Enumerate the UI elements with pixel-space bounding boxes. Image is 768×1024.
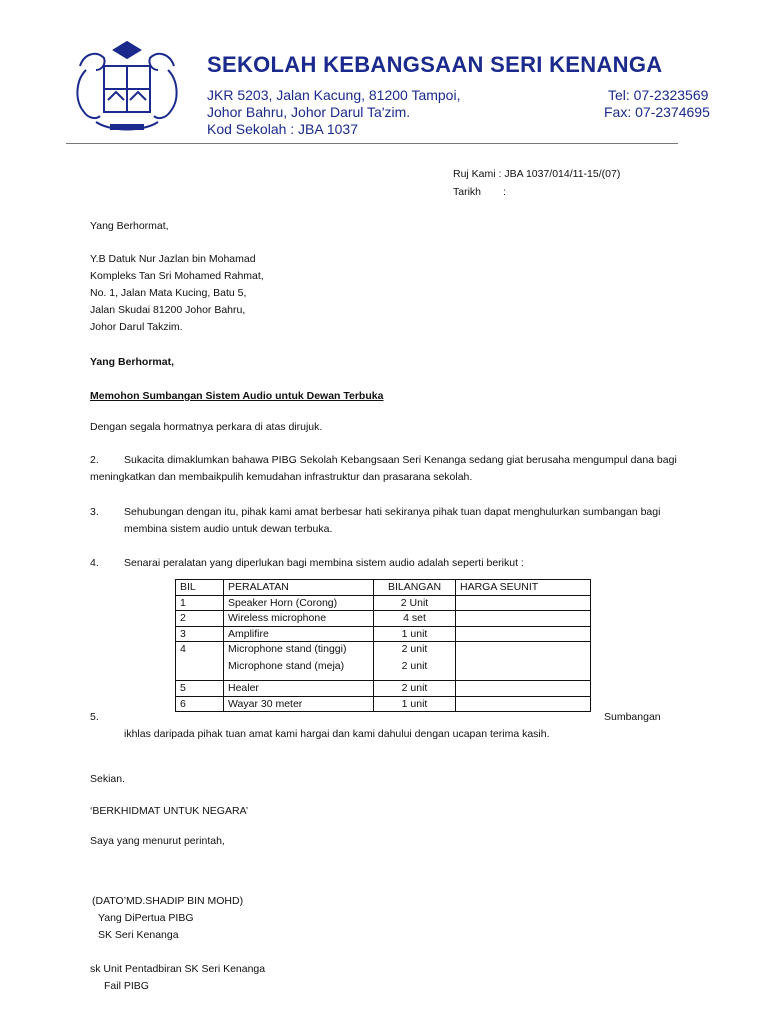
paragraph-number: 4. xyxy=(90,557,99,569)
cell-bil: 5 xyxy=(176,681,224,697)
telephone: Tel: 07-2323569 xyxy=(608,87,709,103)
cell-item-line: Microphone stand (tinggi) xyxy=(228,643,347,655)
cell-item-line: Microphone stand (meja) xyxy=(228,659,345,672)
greeting: Yang Berhormat, xyxy=(90,356,175,368)
paragraph-text: ikhlas daripada pihak tuan amat kami hargai dan kami dahului dengan ucapan terima kasih. xyxy=(124,728,550,740)
paragraph-text: Sumbangan xyxy=(604,711,661,723)
opening-line: Dengan segala hormatnya perkara di atas dirujuk. xyxy=(90,421,323,433)
cell-bil: 6 xyxy=(176,696,224,712)
school-code: Kod Sekolah : JBA 1037 xyxy=(207,121,358,137)
cell-price xyxy=(456,611,591,627)
date-label: Tarikh xyxy=(453,186,482,198)
paragraph-number: 5. xyxy=(90,711,99,723)
paragraph-text: meningkatkan dan membaikpulih kemudahan infrastruktur dan prasarana sekolah. xyxy=(90,471,473,483)
cell-qty: 2 Unit xyxy=(374,595,456,611)
cell-price xyxy=(456,681,591,697)
order-line: Saya yang menurut perintah, xyxy=(90,835,225,847)
motto: ‘BERKHIDMAT UNTUK NEGARA’ xyxy=(90,805,249,817)
paragraph-text: Senarai peralatan yang diperlukan bagi membina sistem audio adalah seperti berikut : xyxy=(124,557,524,569)
sekian: Sekian. xyxy=(90,773,126,785)
table-header-row xyxy=(176,580,591,596)
table-row xyxy=(176,681,591,697)
cc-line: Fail PIBG xyxy=(104,980,149,992)
table-row xyxy=(176,595,591,611)
table-row xyxy=(176,611,591,627)
recipient-line: Jalan Skudai 81200 Johor Bahru, xyxy=(90,304,246,316)
table-row xyxy=(176,626,591,642)
cell-item: Amplifire xyxy=(224,626,374,642)
address-line-1: JKR 5203, Jalan Kacung, 81200 Tampoi, xyxy=(207,87,461,103)
cell-price xyxy=(456,626,591,642)
header-divider xyxy=(66,143,678,144)
fax: Fax: 07-2374695 xyxy=(604,104,710,120)
paragraph-text: membina sistem audio untuk dewan terbuka. xyxy=(124,523,333,535)
cell-bil: 3 xyxy=(176,626,224,642)
cell-bil: 2 xyxy=(176,611,224,627)
col-header-qty: BILANGAN xyxy=(374,580,456,596)
school-name: SEKOLAH KEBANGSAAN SERI KENANGA xyxy=(207,52,663,77)
cell-qty: 1 unit xyxy=(374,696,456,712)
col-header-bil: BIL xyxy=(176,580,224,596)
reference-number: Ruj Kami : JBA 1037/014/11-15/(07) xyxy=(453,168,621,180)
cell-qty: 1 unit xyxy=(374,626,456,642)
cell-price xyxy=(456,696,591,712)
cell-bil: 1 xyxy=(176,595,224,611)
recipient-line: No. 1, Jalan Mata Kucing, Batu 5, xyxy=(90,287,247,299)
cell-bil: 4 xyxy=(176,642,224,681)
coat-of-arms-icon xyxy=(66,40,188,140)
col-header-price: HARGA SEUNIT xyxy=(456,580,591,596)
equipment-table xyxy=(175,579,591,712)
cc-line: sk Unit Pentadbiran SK Seri Kenanga xyxy=(90,963,266,975)
cell-price xyxy=(456,642,591,681)
recipient-line: Y.B Datuk Nur Jazlan bin Mohamad xyxy=(90,253,256,265)
recipient-line: Johor Darul Takzim. xyxy=(90,321,183,333)
letterhead xyxy=(0,0,768,150)
cell-qty: 2 unit xyxy=(374,681,456,697)
signer-name: (DATO’MD.SHADIP BIN MOHD) xyxy=(92,895,244,907)
paragraph-text: Sukacita dimaklumkan bahawa PIBG Sekolah Kebangsaan Seri Kenanga sedang giat berusaha mengumpul dana bagi xyxy=(124,454,677,466)
cell-item: Wireless microphone xyxy=(224,611,374,627)
cell-qty-line: 2 unit xyxy=(401,659,428,672)
recipient-line: Kompleks Tan Sri Mohamed Rahmat, xyxy=(90,270,264,282)
cell-item: Speaker Horn (Corong) xyxy=(224,595,374,611)
cell-qty: 4 set xyxy=(374,611,456,627)
cell-qty-line: 2 unit xyxy=(401,643,428,655)
signer-title: Yang DiPertua PIBG xyxy=(98,912,194,924)
cell-qty xyxy=(374,642,456,681)
paragraph-number: 3. xyxy=(90,506,99,518)
col-header-item: PERALATAN xyxy=(224,580,374,596)
paragraph-number: 2. xyxy=(90,454,99,466)
subject: Memohon Sumbangan Sistem Audio untuk Dewan Terbuka xyxy=(90,390,384,402)
signer-school: SK Seri Kenanga xyxy=(98,929,179,941)
cell-item: Wayar 30 meter xyxy=(224,696,374,712)
table-row xyxy=(176,642,591,681)
paragraph-text: Sehubungan dengan itu, pihak kami amat berbesar hati sekiranya pihak tuan dapat menghulurkan sumbangan bagi xyxy=(124,506,661,518)
recipient-salutation: Yang Berhormat, xyxy=(90,220,169,232)
table-row xyxy=(176,696,591,712)
cell-item: Healer xyxy=(224,681,374,697)
address-line-2: Johor Bahru, Johor Darul Ta'zim. xyxy=(207,104,411,120)
date-separator: : xyxy=(503,186,506,198)
cell-price xyxy=(456,595,591,611)
cell-item xyxy=(224,642,374,681)
